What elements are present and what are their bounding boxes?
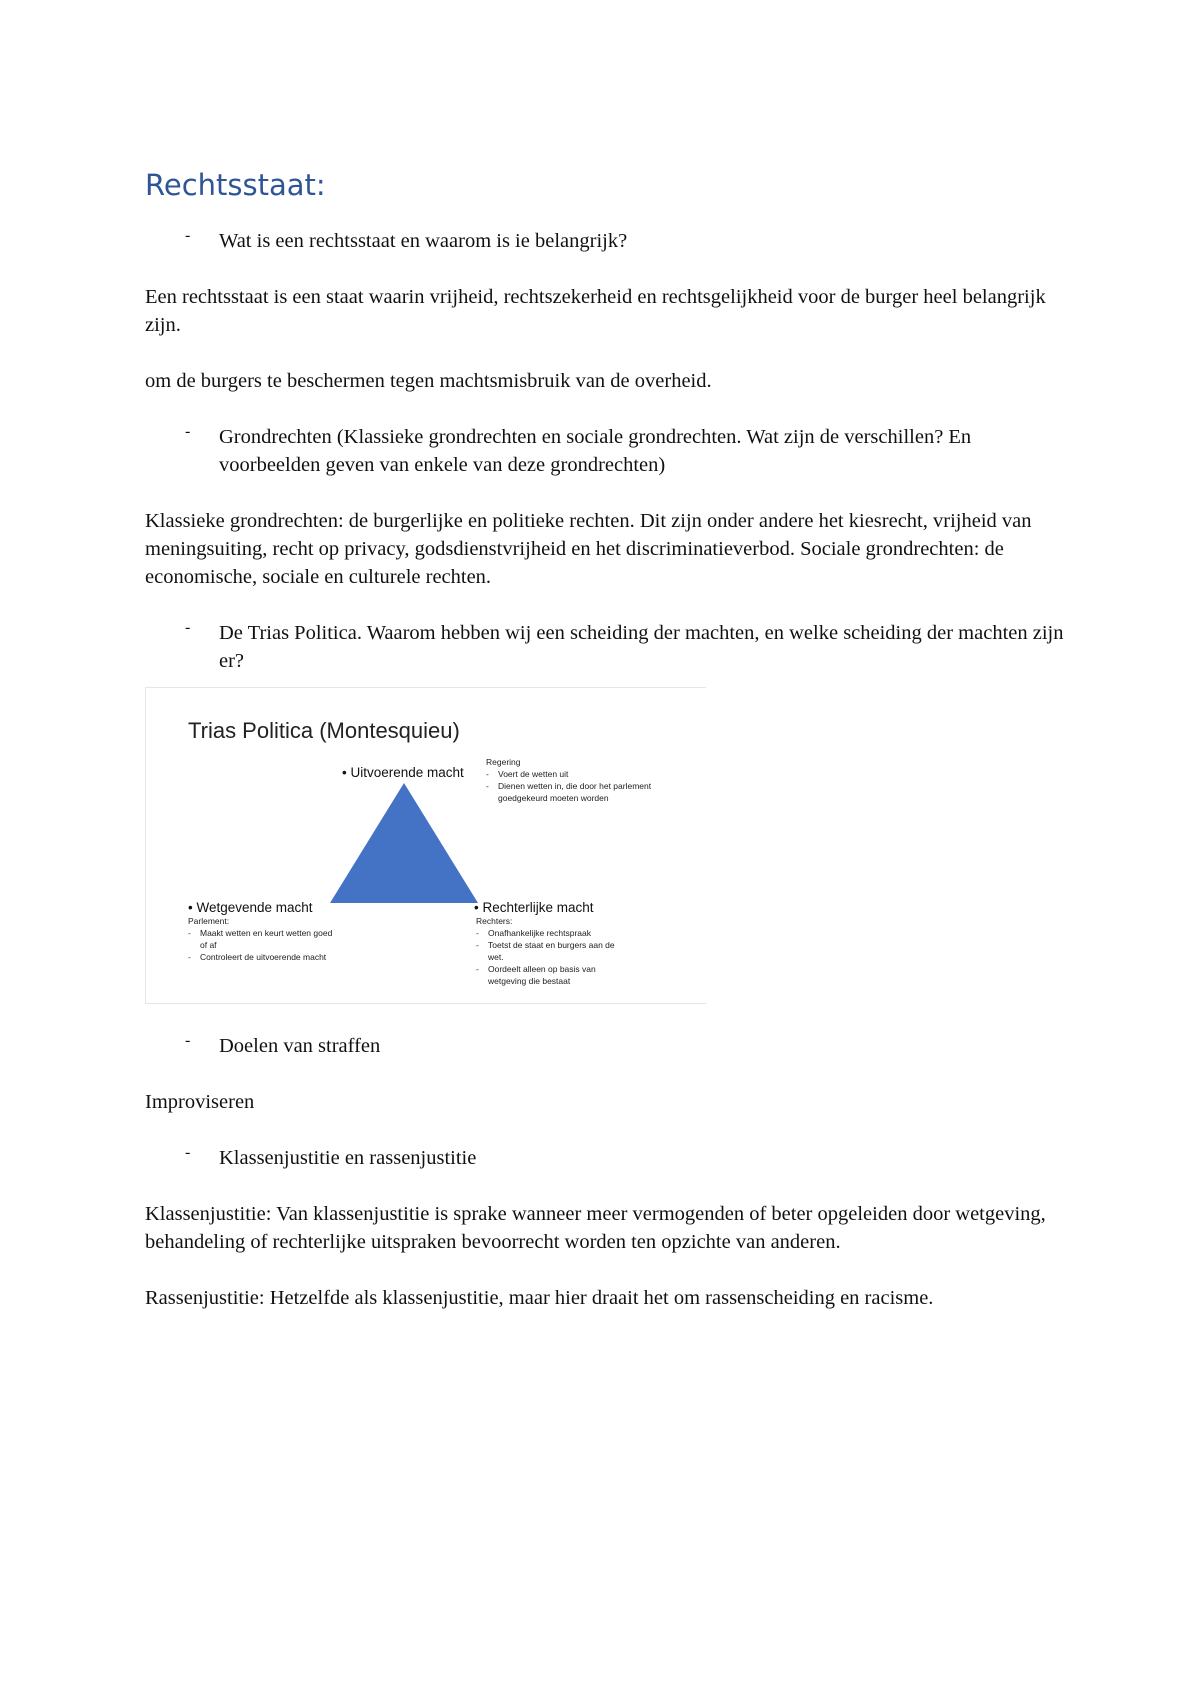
question-trias-politica: - De Trias Politica. Waarom hebben wij een scheiding der machten, en welke scheiding der machten zijn er? [145, 619, 1075, 675]
dash-bullet: - [185, 423, 191, 440]
paragraph-improviseren: Improviseren [145, 1091, 255, 1113]
sub-item: Oordeelt alleen op basis van wetgeving die bestaat [488, 964, 596, 986]
page-title: Rechtsstaat: [145, 168, 326, 202]
paragraph-klassenjustitie: Klassenjustitie: Van klassenjustitie is sprake wanneer meer vermogenden of beter opgeleiden door wetgeving, behandeling of rechterlijke uitspraken bevoorrecht worden ten opzichte van anderen. [145, 1203, 1046, 1253]
sub-item: Controleert de uitvoerende macht [200, 952, 327, 962]
node-uitvoerende-macht: • Uitvoerende macht [342, 765, 464, 780]
dash-bullet: - [185, 227, 191, 244]
paragraph-grondrechten: Klassieke grondrechten: de burgerlijke en politieke rechten. Dit zijn onder andere het kiesrecht, vrijheid van meningsuiting, recht op privacy, godsdienstvrijheid en het discriminatieverbod. Sociale grondrechten: de economische, sociale en culturele rechten. [145, 510, 1032, 588]
paragraph-rassenjustitie: Rassenjustitie: Hetzelfde als klassenjustitie, maar hier draait het om rassenscheiding en racisme. [145, 1287, 934, 1309]
figure-title: Trias Politica (Montesquieu) [188, 718, 460, 743]
sub-item: Voert de wetten uit [498, 769, 569, 779]
rechterlijke-details: Rechters: - Onafhankelijke rechtspraak - Toetst de staat en burgers aan de wet. - Oordeelt alleen op basis van wetgeving die bestaat [476, 915, 626, 987]
node-wetgevende-macht: • Wetgevende macht [188, 900, 313, 915]
node-rechterlijke-macht: • Rechterlijke macht [474, 900, 594, 915]
document-body [145, 165, 1075, 1312]
dash-bullet: - [185, 1144, 191, 1161]
question-justitie: - Klassenjustitie en rassenjustitie [145, 1144, 1075, 1172]
trias-politica-figure [145, 687, 706, 1004]
sub-title: Rechters: [476, 916, 513, 926]
uitvoerende-details: Regering - Voert de wetten uit - Dienen wetten in, die door het parlement goedgekeurd moeten worden [486, 756, 656, 804]
question-rechtsstaat: - Wat is een rechtsstaat en waarom is ie belangrijk? [145, 227, 1075, 255]
sub-title: Parlement: [188, 916, 230, 926]
paragraph-definition: Een rechtsstaat is een staat waarin vrijheid, rechtszekerheid en rechtsgelijkheid voor de burger heel belangrijk zijn. [145, 286, 1046, 336]
sub-item: Maakt wetten en keurt wetten goed of af [200, 928, 333, 950]
dash-bullet: - [185, 1032, 191, 1049]
paragraph-purpose: om de burgers te beschermen tegen machtsmisbruik van de overheid. [145, 370, 712, 392]
dash-bullet: - [185, 619, 191, 636]
wetgevende-details: Parlement: - Maakt wetten en keurt wetten goed of af - Controleert de uitvoerende macht [188, 915, 338, 963]
sub-title: Regering [486, 757, 521, 767]
power-triangle [330, 783, 478, 903]
sub-item: Onafhankelijke rechtspraak [488, 928, 592, 938]
question-doelen-straffen: - Doelen van straffen [145, 1032, 1075, 1060]
sub-item: Dienen wetten in, die door het parlement goedgekeurd moeten worden [498, 781, 652, 803]
question-grondrechten: - Grondrechten (Klassieke grondrechten en sociale grondrechten. Wat zijn de verschillen? En voorbeelden geven van enkele van deze grondrechten) [145, 423, 1075, 479]
sub-item: Toetst de staat en burgers aan de wet. [488, 940, 615, 962]
